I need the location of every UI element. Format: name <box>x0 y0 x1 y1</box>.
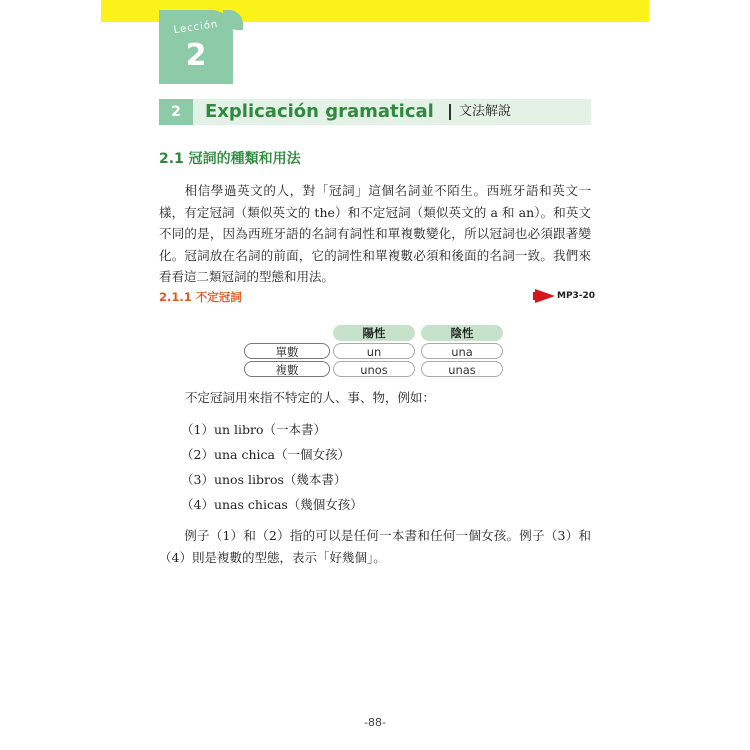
subsection-paragraph-text: 相信學過英文的人，對「冠詞」這個名詞並不陌生。西班牙語和英文一樣，有定冠詞（類似英文的 the）和不定冠詞（類似英文的 a 和 an）。和英文不同的是，因為西班牙語的名詞有詞性和單複數變化，所以冠詞也必須跟著變化。冠詞放在名詞的前面，它的詞性和單複數必須和後面的名詞一致。我們來看看這二類冠詞的型態和用法。 <box>159 183 591 284</box>
table-row-header-singular: 單數 <box>244 343 330 359</box>
table-cell-singular-masculine: un <box>333 343 415 359</box>
lesson-number: 2 <box>185 38 207 73</box>
subsubsection-title: 2.1.1 不定冠詞 <box>159 290 242 304</box>
subsection-title: 2.1 冠詞的種類和用法 <box>159 151 301 167</box>
example-item-1: （1）un libro（一本書） <box>181 422 327 437</box>
example-item-2: （2）una chica（一個女孩） <box>181 447 350 462</box>
table-col-header-masculine: 陽性 <box>333 325 415 341</box>
conclusion-paragraph <box>159 525 591 568</box>
table-cell-singular-feminine: una <box>421 343 503 359</box>
table-cell-plural-masculine: unos <box>333 361 415 377</box>
intro-sentence: 不定冠詞用來指不特定的人、事、物，例如： <box>185 390 436 405</box>
lesson-word: Lección <box>173 18 219 37</box>
table-cell-plural-feminine: unas <box>421 361 503 377</box>
section-title-zh: 文法解說 <box>459 104 512 119</box>
play-arrow-icon <box>535 289 555 303</box>
subsection-paragraph <box>159 180 591 288</box>
book-page <box>101 0 649 750</box>
conclusion-text: 例子（1）和（2）指的可以是任何一本書和任何一個女孩。例子（3）和（4）則是複數的型態，表示「好幾個」。 <box>159 528 591 565</box>
section-separator <box>449 104 451 120</box>
table-row-header-plural: 複數 <box>244 361 330 377</box>
section-title: Explicación gramatical <box>205 101 434 122</box>
example-item-4: （4）unas chicas（幾個女孩） <box>181 497 363 512</box>
section-number: 2 <box>159 99 193 125</box>
page-number: -88- <box>364 716 386 729</box>
section-heading-bar <box>159 99 591 125</box>
table-col-header-feminine: 陰性 <box>421 325 503 341</box>
example-item-3: （3）unos libros（幾本書） <box>181 472 347 487</box>
lesson-tab <box>159 10 233 84</box>
audio-track-label: MP3-20 <box>557 291 596 301</box>
